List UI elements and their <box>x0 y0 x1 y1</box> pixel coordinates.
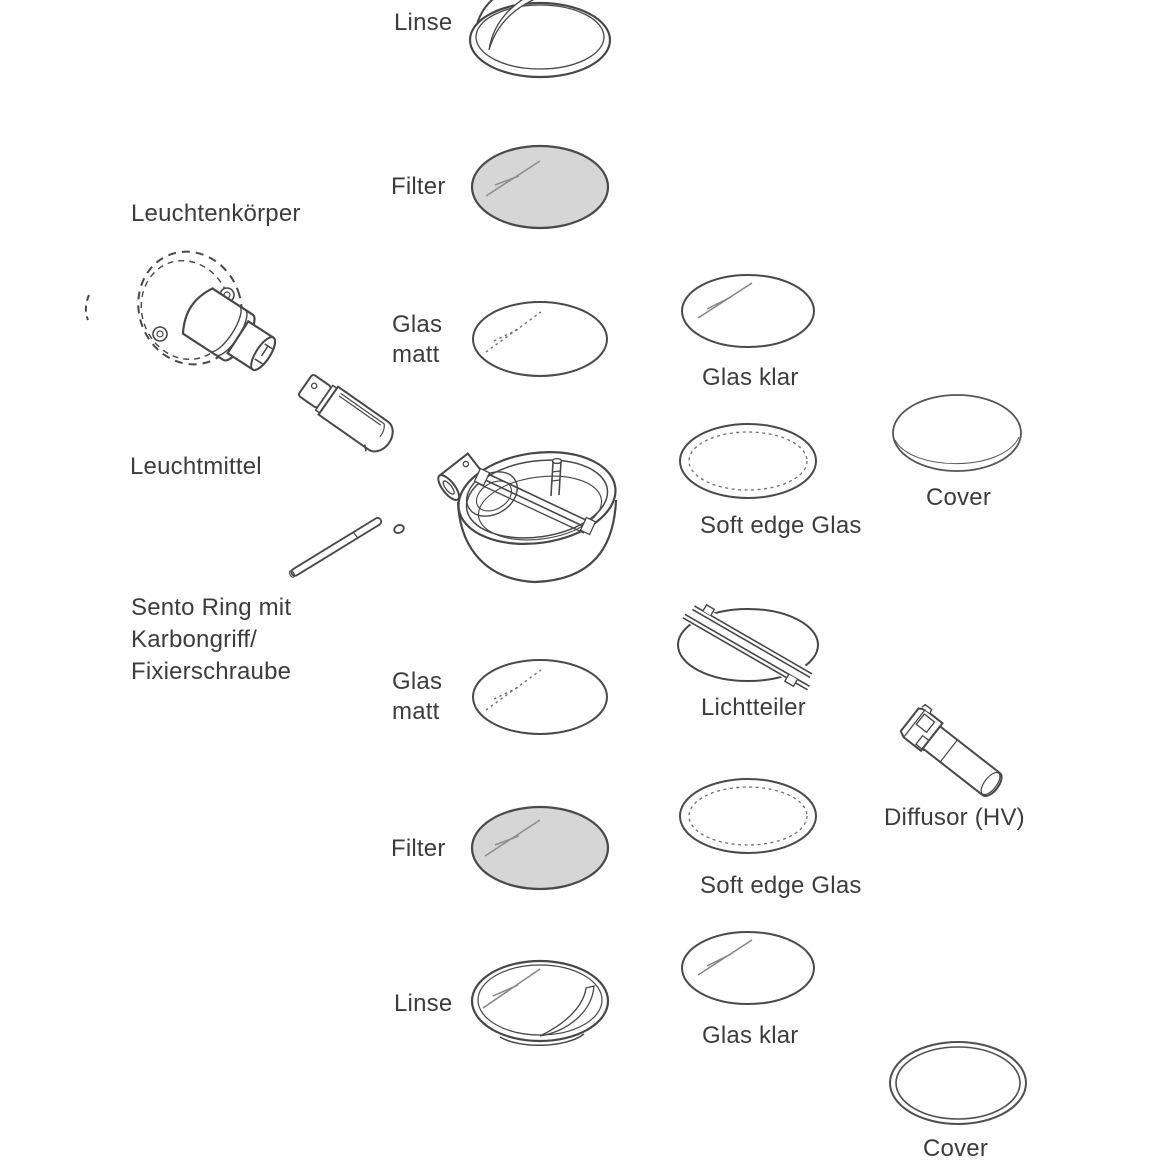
label-linse-top: Linse <box>394 9 453 36</box>
label-glas-klar-top: Glas klar <box>702 364 799 391</box>
label-leuchtenkoerper: Leuchtenkörper <box>131 200 301 227</box>
glas-klar-top-drawing <box>682 275 814 347</box>
label-sento-ring-line3: Fixierschraube <box>131 658 292 685</box>
label-glas-matt-top-line2: matt <box>392 341 440 368</box>
label-glas-matt-bottom-line2: matt <box>392 698 440 725</box>
leuchtenkoerper-drawing <box>123 237 284 380</box>
label-filter-top: Filter <box>391 173 446 200</box>
label-sento-ring-line2: Karbongriff/ <box>131 626 258 653</box>
label-glas-matt-top <box>392 310 442 370</box>
diffusor-drawing <box>899 703 1010 802</box>
sento-rod-drawing <box>288 517 405 579</box>
soft-edge-glas-bottom-drawing <box>680 779 816 853</box>
fixierschraube-screw <box>393 523 405 534</box>
label-soft-edge-glas-bottom: Soft edge Glas <box>700 872 862 899</box>
label-glas-matt-bottom-line1: Glas <box>392 668 443 695</box>
glas-klar-bottom-drawing <box>682 932 814 1004</box>
label-filter-bottom: Filter <box>391 835 446 862</box>
label-sento-ring-line1: Sento Ring mit <box>131 594 292 621</box>
housing-drawing <box>435 442 622 582</box>
label-leuchtmittel: Leuchtmittel <box>130 453 262 480</box>
linse-top-drawing <box>470 0 610 77</box>
filter-top-drawing <box>472 146 608 228</box>
label-glas-matt-top-line1: Glas <box>392 311 443 338</box>
linse-bottom-drawing <box>472 961 608 1045</box>
glas-matt-bottom-drawing <box>473 660 607 734</box>
label-diffusor: Diffusor (HV) <box>884 804 1025 831</box>
lichtteiler-drawing <box>678 598 821 694</box>
cover-bottom-drawing <box>890 1042 1026 1124</box>
label-sento-ring <box>131 592 291 688</box>
filter-bottom-drawing <box>472 807 608 889</box>
dashed-edge-fragment <box>86 295 89 320</box>
label-glas-klar-bottom: Glas klar <box>702 1022 799 1049</box>
label-glas-matt-bottom <box>392 667 442 727</box>
cover-top-drawing <box>893 395 1021 471</box>
leuchtmittel-drawing <box>294 371 399 460</box>
soft-edge-glas-top-drawing <box>680 424 816 498</box>
label-cover-bottom: Cover <box>923 1135 989 1160</box>
label-linse-bottom: Linse <box>394 990 453 1017</box>
glas-matt-top-drawing <box>473 302 607 376</box>
label-lichtteiler: Lichtteiler <box>701 694 806 721</box>
label-soft-edge-glas-top: Soft edge Glas <box>700 512 862 539</box>
label-cover-top: Cover <box>926 484 992 511</box>
